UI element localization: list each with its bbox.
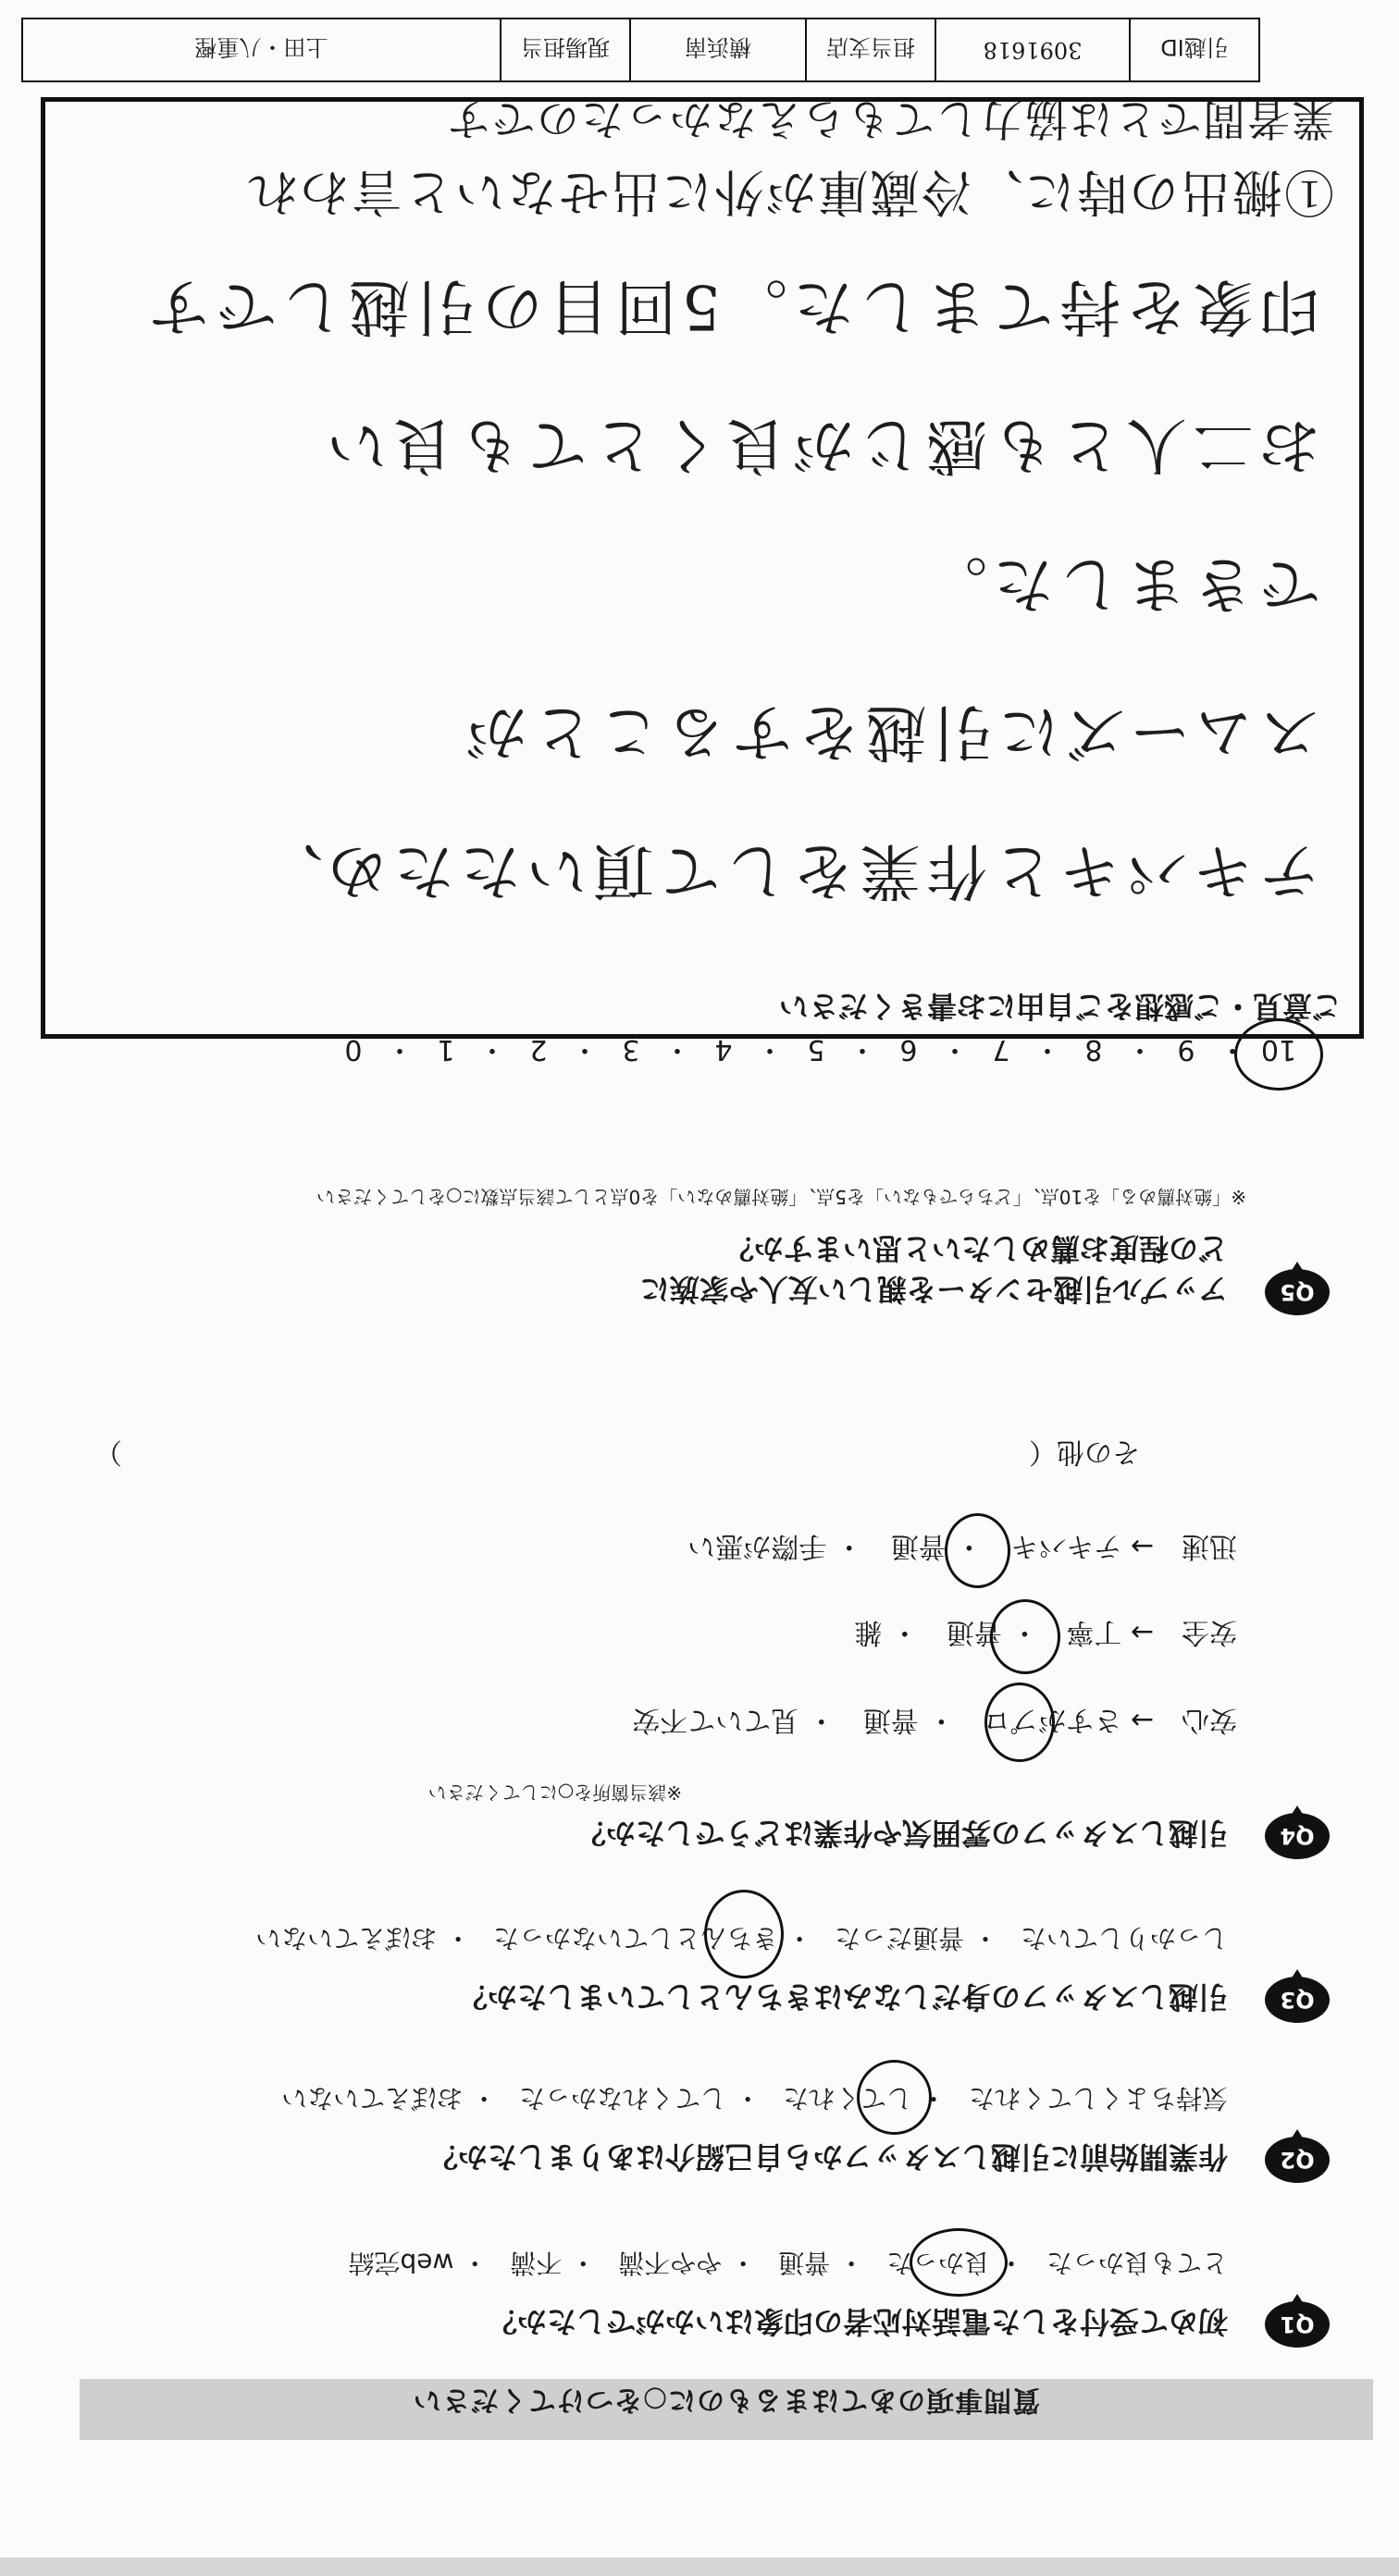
q3-badge: Q3	[1265, 1977, 1330, 2023]
footer-id-value: 3091618	[935, 19, 1129, 80]
q1-option[interactable]: やや不満	[618, 2248, 723, 2278]
q1-badge: Q1	[1265, 2301, 1330, 2348]
comment-title: ご意見・ご感想をご自由にお書きください	[778, 989, 1342, 1024]
q1-options: とても良かった・ 良かった・ 普通・ やや不満・ 不満・ web完結	[348, 2248, 1228, 2278]
comment-line: お二人とも感じが良くとても良い	[321, 410, 1320, 481]
q4-row-label: 迅速	[1182, 1530, 1237, 1562]
q4-anshin-circle	[984, 1682, 1055, 1762]
footer-branch-value: 横浜南	[629, 19, 805, 80]
q2-option[interactable]: してくれなかった	[519, 2083, 727, 2114]
q4-other	[67, 1435, 1140, 1475]
q1-option[interactable]: 普通	[778, 2248, 831, 2278]
comment-line: 印象を持てました。5回目の引越しです	[143, 271, 1320, 342]
q2-options: 気持ちよくしてくれた・ してくれた・ してくれなかった・ おぼえていない	[281, 2083, 1228, 2114]
q1-option-selected[interactable]: 良かった	[886, 2248, 991, 2278]
q5-score[interactable]: 2	[529, 1033, 548, 1066]
comment-line: 業者間でとは協力してもらえなかったのです	[446, 94, 1334, 144]
q4-row-option[interactable]: 普通	[890, 1530, 947, 1562]
footer-id-label: 引越ID	[1129, 19, 1258, 80]
instruction-bar	[80, 2379, 1373, 2440]
q3-option[interactable]: きちんとしていなかった	[493, 1923, 779, 1954]
q2-option[interactable]: 気持ちよくしてくれた	[968, 2083, 1228, 2114]
q5-score[interactable]: 8	[1084, 1033, 1103, 1066]
q4-row-option[interactable]: 普通	[946, 1616, 1002, 1648]
instruction-text: 質問事項のあてはまるものに○をつけてください	[412, 2384, 1041, 2416]
q5-score[interactable]: 4	[714, 1033, 733, 1066]
footer-branch-label: 担当支店	[805, 19, 935, 80]
q2-text: 作業開始前に引越しスタッフから自己紹介はありましたか？	[427, 2139, 1228, 2175]
q1-option[interactable]: 不満	[510, 2248, 563, 2278]
q3-text: 引越しスタッフの身だしなみはきちんとしていましたか？	[457, 1979, 1228, 2015]
footer-staff-label: 現場担当	[500, 19, 629, 80]
q4-row-option-selected[interactable]: さすがプロ	[983, 1704, 1122, 1736]
q5-score[interactable]: 3	[622, 1033, 640, 1066]
q4-row-anshin: 安心→ さすがプロ・ 普通・ 見ていて不安	[632, 1704, 1237, 1736]
q4-row-option[interactable]: 雑	[854, 1616, 883, 1648]
q5-score[interactable]: 7	[992, 1033, 1010, 1066]
q5-badge: Q5	[1265, 1269, 1330, 1315]
q5-note: ※「絶対薦める」を10点、「どちらでもない」を5点、「絶対薦めない」を0点として該当点数に○をしてください	[316, 1186, 1246, 1208]
q4-row-label: 安全	[1182, 1616, 1237, 1648]
q5-score[interactable]: 9	[1177, 1033, 1195, 1066]
q4-other-close: ）	[94, 1436, 122, 1468]
q1-answer-circle	[910, 2228, 1008, 2297]
q3-option-selected[interactable]: 普通だった	[835, 1923, 965, 1954]
footer-table	[21, 18, 1260, 82]
q4-text: 引越しスタッフの雰囲気や作業はどうでしたか？	[576, 1816, 1228, 1851]
q3-options: しっかりしていた・ 普通だった・ きちんとしていなかった・ おぼえていない	[255, 1923, 1228, 1954]
q4-row-anzen: 安全→ 丁寧・ 普通・ 雑	[854, 1616, 1237, 1648]
q4-other-label: その他（	[1029, 1436, 1140, 1468]
q4-jinsoku-circle	[945, 1513, 1010, 1588]
q5-score[interactable]: 5	[807, 1033, 825, 1066]
q2-badge: Q2	[1265, 2137, 1330, 2183]
footer-staff-value: 上田・八重樫	[194, 34, 328, 61]
comment-line: できました。	[921, 548, 1320, 620]
q5-score[interactable]: 0	[344, 1033, 363, 1066]
q4-badge: Q4	[1265, 1813, 1330, 1859]
q4-anzen-circle	[990, 1599, 1060, 1674]
q4-row-option-selected[interactable]: 丁寧	[1066, 1616, 1122, 1648]
q5-score[interactable]: 6	[899, 1033, 918, 1066]
q2-answer-circle	[857, 2060, 932, 2135]
comment-line: ①搬出の時に、冷蔵庫が外に出せないと言われ	[246, 163, 1334, 221]
q4-row-option[interactable]: 見ていて不安	[632, 1704, 799, 1736]
q5-text: アップル引越センターを親しい友人や家族に	[639, 1272, 1228, 1307]
q4-row-option-selected[interactable]: テキパキ	[1010, 1530, 1122, 1562]
q1-option[interactable]: web完結	[348, 2248, 454, 2278]
q4-note: ※該当箇所を○にしてください	[427, 1781, 682, 1804]
comment-line: スムーズに引越をすることが	[460, 696, 1320, 768]
q4-row-option[interactable]: 普通	[862, 1704, 919, 1736]
q5-scale: 10・9・8・7・6・5・4・3・2・1・0	[321, 1032, 1311, 1073]
comment-line: テキパキと作業をして頂いたため、	[256, 835, 1320, 906]
q5-score[interactable]: 1	[437, 1033, 455, 1066]
q5-text-2: どの程度お薦めしたいと思いますか？	[724, 1231, 1228, 1266]
q1-text: 初めて受付をした電話対応者の印象はいかがでしたか？	[487, 2304, 1228, 2339]
q4-row-jinsoku: 迅速→ テキパキ・ 普通・ 手際が悪い	[687, 1530, 1237, 1562]
q4-row-option[interactable]: 手際が悪い	[687, 1530, 827, 1562]
q2-option-selected[interactable]: してくれた	[783, 2083, 913, 2114]
q2-option[interactable]: おぼえていない	[281, 2083, 464, 2114]
q4-row-label: 安心	[1182, 1704, 1237, 1736]
q5-score-selected[interactable]: 10	[1260, 1033, 1297, 1066]
scan-edge	[0, 2558, 1399, 2576]
q1-option[interactable]: とても良かった	[1046, 2248, 1228, 2278]
q3-answer-circle	[704, 1890, 784, 1978]
q3-option[interactable]: おぼえていない	[255, 1923, 438, 1954]
q3-option[interactable]: しっかりしていた	[1020, 1923, 1228, 1954]
